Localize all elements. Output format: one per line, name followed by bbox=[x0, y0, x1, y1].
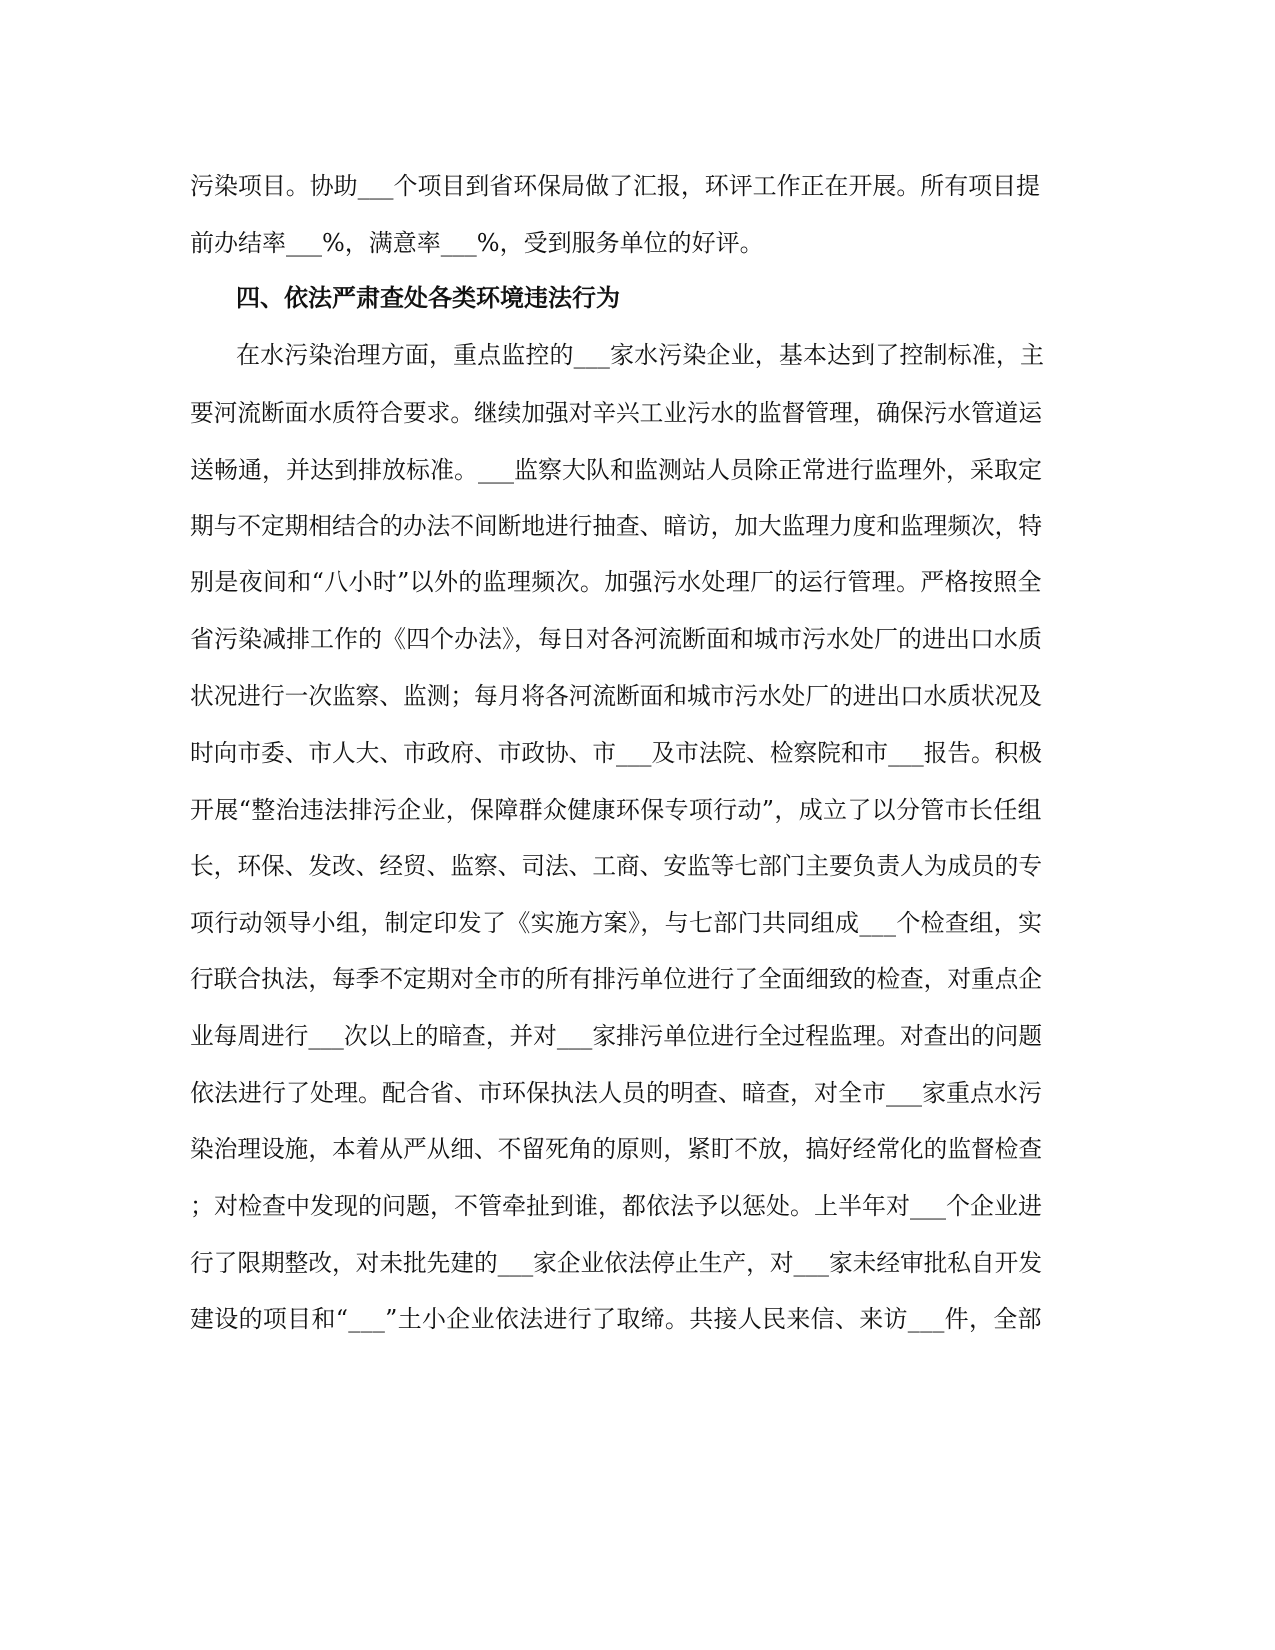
paragraph-line: 时向市委、市人大、市政府、市政协、市___及市法院、检察院和市___报告。积极 bbox=[190, 739, 1042, 767]
paragraph-line: 状况进行一次监察、监测；每月将各河流断面和城市污水处厂的进出口水质状况及 bbox=[190, 682, 1042, 710]
paragraph-line: 依法进行了处理。配合省、市环保执法人员的明查、暗查，对全市___家重点水污 bbox=[190, 1079, 1042, 1107]
paragraph-line: 行联合执法，每季不定期对全市的所有排污单位进行了全面细致的检查，对重点企 bbox=[190, 965, 1042, 993]
paragraph-line: 送畅通，并达到排放标准。___监察大队和监测站人员除正常进行监理外，采取定 bbox=[190, 456, 1042, 484]
paragraph-line: 污染项目。协助___个项目到省环保局做了汇报，环评工作正在开展。所有项目提 bbox=[190, 172, 1040, 200]
paragraph-line: 省污染减排工作的《四个办法》，每日对各河流断面和城市污水处厂的进出口水质 bbox=[190, 625, 1042, 653]
paragraph-line: 期与不定期相结合的办法不间断地进行抽查、暗访，加大监理力度和监理频次，特 bbox=[190, 512, 1042, 540]
section-heading: 四、依法严肃查处各类环境违法行为 bbox=[236, 283, 620, 312]
paragraph-line: 在水污染治理方面，重点监控的___家水污染企业，基本达到了控制标准，主 bbox=[236, 341, 1045, 369]
paragraph-line: 开展“整治违法排污企业，保障群众健康环保专项行动”，成立了以分管市长任组 bbox=[190, 796, 1042, 824]
paragraph-line: 项行动领导小组，制定印发了《实施方案》，与七部门共同组成___个检查组，实 bbox=[190, 909, 1043, 937]
paragraph-line: ；对检查中发现的问题，不管牵扯到谁，都依法予以惩处。上半年对___个企业进 bbox=[190, 1192, 1042, 1220]
paragraph-line: 行了限期整改，对未批先建的___家企业依法停止生产，对___家未经审批私自开发 bbox=[190, 1249, 1042, 1277]
paragraph-line: 业每周进行___次以上的暗查，并对___家排污单位进行全过程监理。对查出的问题 bbox=[190, 1022, 1042, 1050]
paragraph-line: 前办结率___%，满意率___%，受到服务单位的好评。 bbox=[190, 229, 764, 257]
paragraph-line: 染治理设施，本着从严从细、不留死角的原则，紧盯不放，搞好经常化的监督检查 bbox=[190, 1135, 1042, 1163]
paragraph-line: 要河流断面水质符合要求。继续加强对辛兴工业污水的监督管理，确保污水管道运 bbox=[190, 399, 1042, 427]
paragraph-line: 长，环保、发改、经贸、监察、司法、工商、安监等七部门主要负责人为成员的专 bbox=[190, 852, 1042, 880]
paragraph-line: 建设的项目和“___”土小企业依法进行了取缔。共接人民来信、来访___件，全部 bbox=[190, 1305, 1042, 1333]
paragraph-line: 别是夜间和“八小时”以外的监理频次。加强污水处理厂的运行管理。严格按照全 bbox=[190, 568, 1042, 596]
